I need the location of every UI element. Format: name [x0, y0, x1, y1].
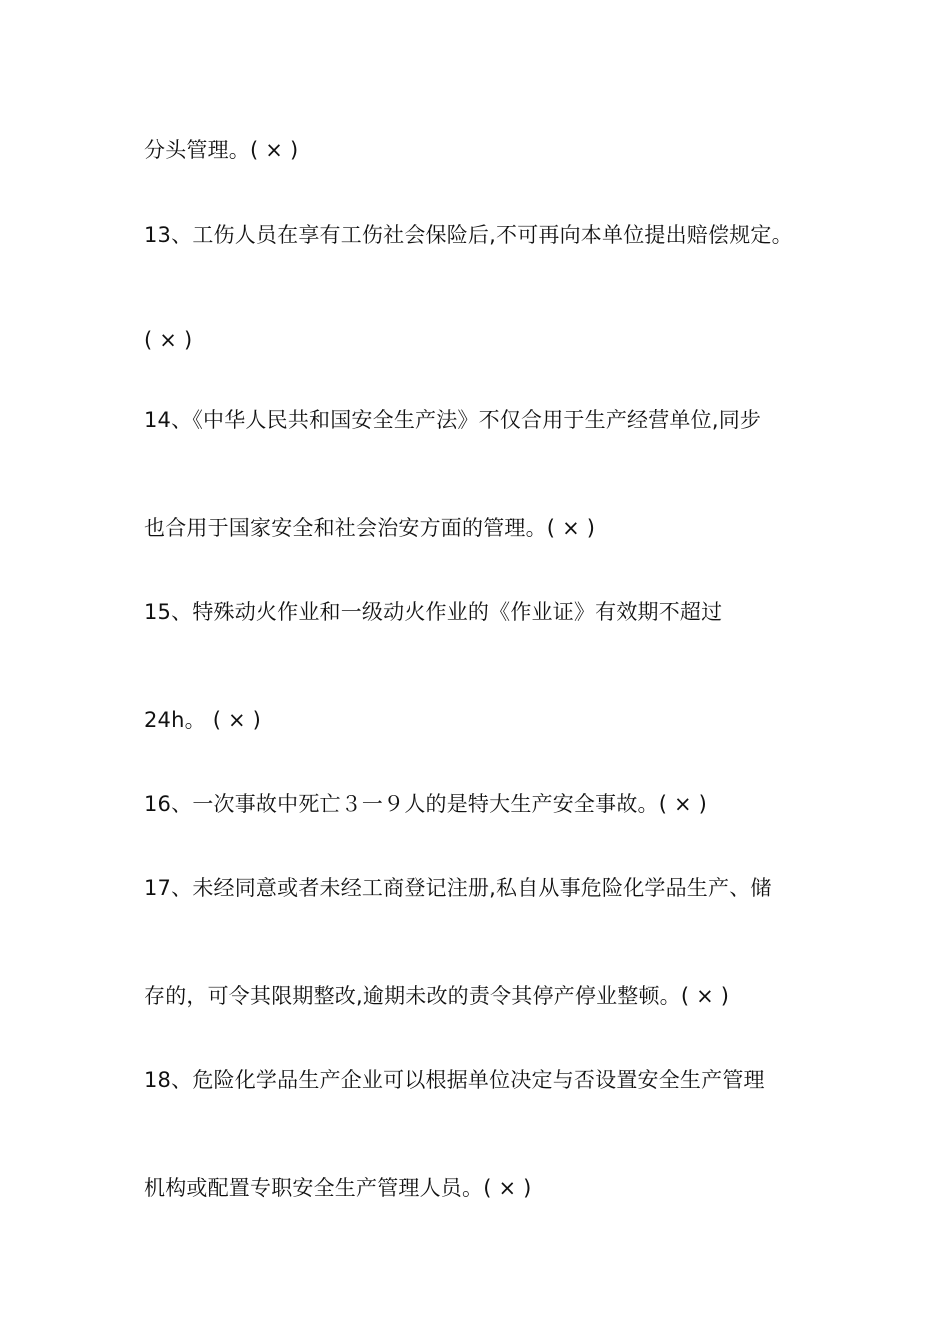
question-16-line-1: 16、一次事故中死亡３一９人的是特大生产安全事故。( × ): [144, 792, 708, 816]
question-14-line-1: 14、《中华人民共和国安全生产法》不仅合用于生产经营单位,同步: [144, 408, 762, 432]
question-18-line-1: 18、危险化学品生产企业可以根据单位决定与否设置安全生产管理: [144, 1068, 765, 1092]
question-14-line-2: 也合用于国家安全和社会治安方面的管理。( × ): [144, 516, 596, 540]
question-13-line-2: ( × ): [144, 328, 193, 352]
question-13-line-1: 13、工伤人员在享有工伤社会保险后,不可再向本单位提出赔偿规定。: [144, 223, 793, 247]
question-15-line-2: 24h。 ( × ): [144, 708, 262, 732]
question-15-line-1: 15、特殊动火作业和一级动火作业的《作业证》有效期不超过: [144, 600, 723, 624]
question-18-line-2: 机构或配置专职安全生产管理人员。( × ): [144, 1176, 532, 1200]
text-line: 分头管理。( × ): [144, 138, 299, 162]
question-17-line-2: 存的，可令其限期整改,逾期未改的责令其停产停业整顿。( × ): [144, 984, 730, 1008]
question-17-line-1: 17、未经同意或者未经工商登记注册,私自从事危险化学品生产、储: [144, 876, 772, 900]
